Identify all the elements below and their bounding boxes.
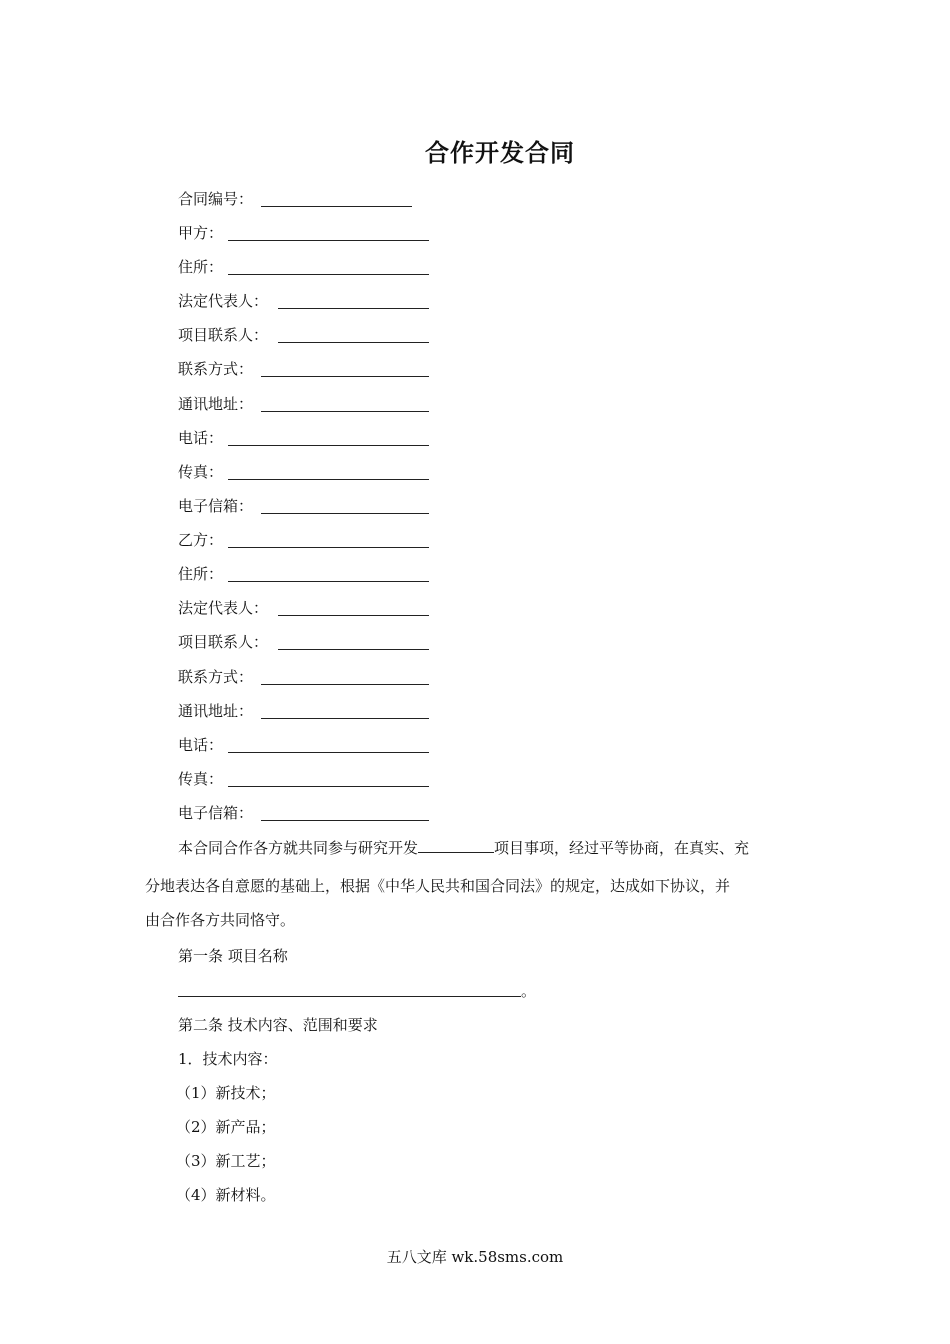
blank-line xyxy=(228,274,429,275)
article-2-sub-1: 1．技术内容： xyxy=(178,1050,278,1068)
blank-line xyxy=(261,513,429,514)
blank-line xyxy=(228,581,429,582)
field-project-contact: 项目联系人： xyxy=(178,633,269,651)
footer-watermark: 五八文库 wk.58sms.com xyxy=(386,1248,564,1266)
intro-text-a: 本合同合作各方就共同参与研究开发 xyxy=(178,839,419,857)
list-item: （2）新产品； xyxy=(176,1118,276,1136)
blank-line xyxy=(261,718,429,719)
field-email: 电子信箱： xyxy=(178,804,254,822)
field-legal-rep: 法定代表人： xyxy=(178,599,269,617)
field-email: 电子信箱： xyxy=(178,497,254,515)
field-contract-number: 合同编号： xyxy=(178,190,254,208)
blank-line xyxy=(278,342,429,343)
blank-line xyxy=(228,479,429,480)
blank-line xyxy=(418,838,494,853)
blank-line xyxy=(228,786,429,787)
blank-line xyxy=(228,547,429,548)
field-mailing-address: 通讯地址： xyxy=(178,702,254,720)
contract-title: 合作开发合同 xyxy=(425,138,575,167)
field-fax: 传真： xyxy=(178,463,224,481)
field-phone: 电话： xyxy=(178,429,224,447)
article-1-heading: 第一条 项目名称 xyxy=(178,947,288,965)
field-party-b: 乙方： xyxy=(178,531,224,549)
blank-line xyxy=(261,376,429,377)
blank-line xyxy=(278,649,429,650)
field-address: 住所： xyxy=(178,258,224,276)
blank-line xyxy=(261,411,429,412)
blank-line xyxy=(261,206,412,207)
field-legal-rep: 法定代表人： xyxy=(178,292,269,310)
blank-line xyxy=(178,996,521,997)
field-contact-method: 联系方式： xyxy=(178,360,254,378)
blank-line xyxy=(228,445,429,446)
blank-line xyxy=(261,684,429,685)
list-item: （3）新工艺； xyxy=(176,1152,276,1170)
field-address: 住所： xyxy=(178,565,224,583)
field-project-contact: 项目联系人： xyxy=(178,326,269,344)
list-item: （4）新材料。 xyxy=(176,1186,276,1204)
article-2-heading: 第二条 技术内容、范围和要求 xyxy=(178,1016,378,1034)
field-phone: 电话： xyxy=(178,736,224,754)
blank-line xyxy=(278,615,429,616)
intro-line-2: 分地表达各自意愿的基础上，根据《中华人民共和国合同法》的规定，达成如下协议，并 xyxy=(145,877,731,895)
article-1-end-mark: 。 xyxy=(521,982,537,1000)
field-mailing-address: 通讯地址： xyxy=(178,395,254,413)
list-item: （1）新技术； xyxy=(176,1084,276,1102)
intro-line-3: 由合作各方共同恪守。 xyxy=(145,911,296,929)
blank-line xyxy=(228,752,429,753)
blank-line xyxy=(278,308,429,309)
field-fax: 传真： xyxy=(178,770,224,788)
intro-line-1 xyxy=(145,838,805,858)
field-party-a: 甲方： xyxy=(178,224,224,242)
intro-text-b: 项目事项，经过平等协商，在真实、充 xyxy=(494,839,750,857)
blank-line xyxy=(261,820,429,821)
field-contact-method: 联系方式： xyxy=(178,668,254,686)
blank-line xyxy=(228,240,429,241)
